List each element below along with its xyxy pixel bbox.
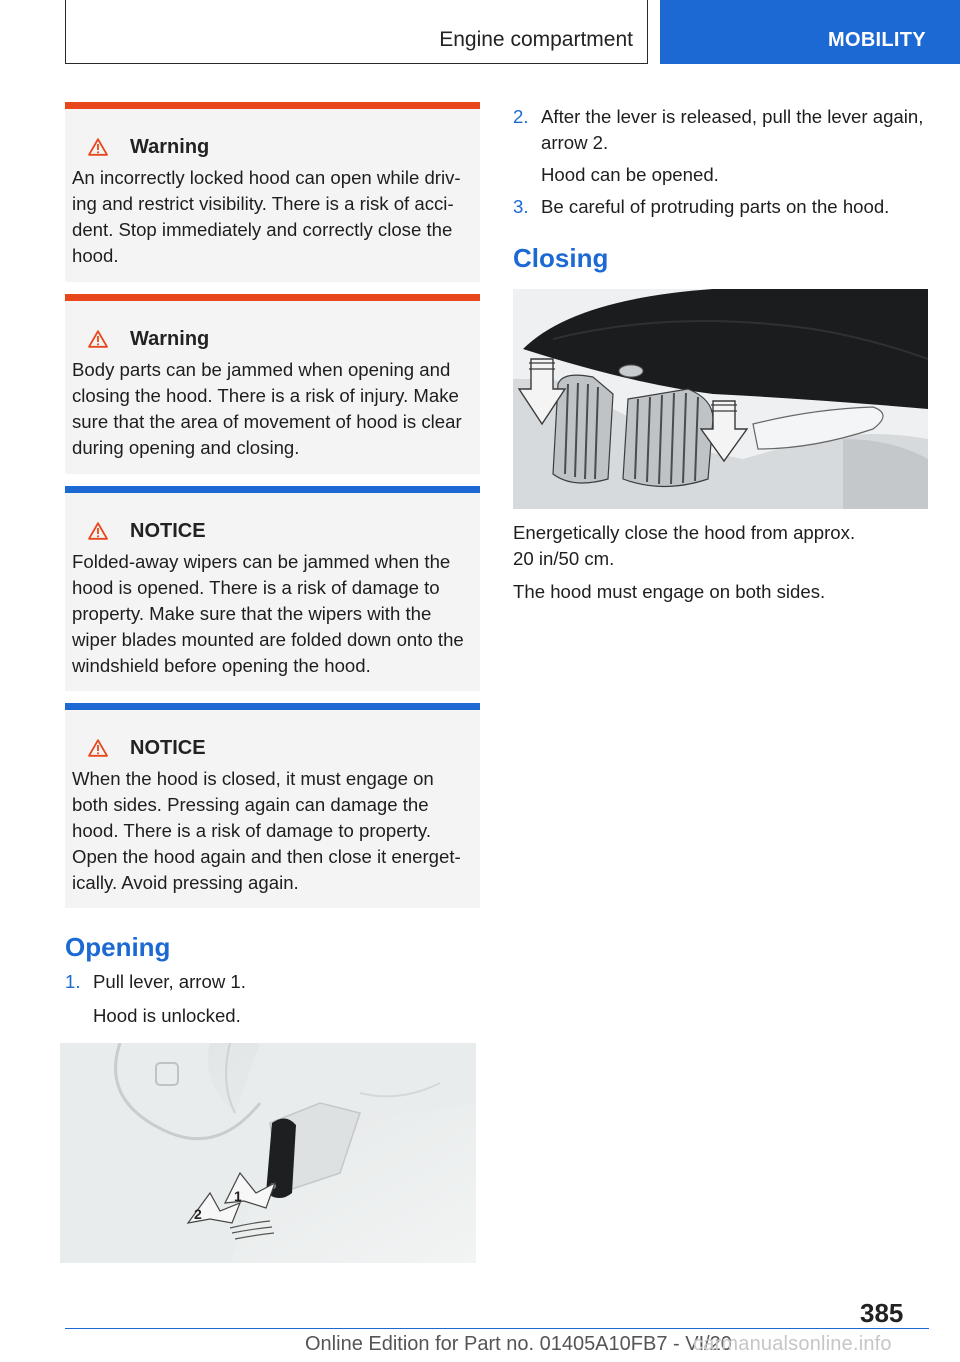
step-text: After the lever is released, pull the lever again, arrow 2. bbox=[541, 106, 924, 153]
warning-box-hood-locking bbox=[65, 102, 480, 282]
step-result: Hood is unlocked. bbox=[93, 1005, 241, 1026]
watermark: carmanualsonline.info bbox=[693, 1333, 892, 1355]
closing-instruction bbox=[513, 520, 933, 605]
opening-step-1 bbox=[65, 969, 485, 1029]
step-number: 1. bbox=[65, 971, 81, 992]
hood-release-lever-image bbox=[60, 1043, 476, 1263]
closing-heading: Closing bbox=[513, 243, 609, 273]
footer-divider bbox=[65, 1328, 929, 1329]
box-text: Body parts can be jammed when opening and closing the hood. There is a risk of injury. Make sure that the area of movement of hood is clear during opening and closing. bbox=[72, 359, 462, 458]
closing-text-2: The hood must engage on both sides. bbox=[513, 581, 826, 602]
step-text: Be careful of protruding parts on the hood. bbox=[541, 196, 890, 217]
step-result: Hood can be opened. bbox=[541, 164, 719, 185]
box-title: Warning bbox=[130, 135, 210, 158]
warning-triangle-icon bbox=[88, 522, 108, 540]
step-number: 2. bbox=[513, 106, 529, 127]
hood-closing-image bbox=[513, 289, 928, 509]
notice-box-wipers bbox=[65, 486, 480, 691]
warning-triangle-icon bbox=[88, 739, 108, 757]
step-text: Pull lever, arrow 1. bbox=[93, 971, 246, 992]
header-section-tab bbox=[65, 0, 648, 64]
opening-heading: Opening bbox=[65, 932, 171, 962]
chapter-title: MOBILITY bbox=[828, 29, 926, 51]
warning-triangle-icon bbox=[88, 330, 108, 348]
box-title: Warning bbox=[130, 327, 210, 350]
box-text: Folded-away wipers can be jammed when the hood is opened. There is a risk of damage to property. Make sure that the wipers with the wiper blades mounted are folded down onto the windshield before opening the hood. bbox=[72, 551, 464, 676]
box-text: An incorrectly locked hood can open while driving and restrict visibility. There is a risk of accident. Stop immediately and correctly close the hood. bbox=[72, 167, 461, 266]
closing-text-1: Energetically close the hood from approx. 20 in/50 cm. bbox=[513, 522, 856, 569]
opening-step-2 bbox=[513, 104, 933, 194]
page-number: 385 bbox=[860, 1298, 904, 1328]
warning-triangle-icon bbox=[88, 138, 108, 156]
box-text: When the hood is closed, it must engage on both sides. Pressing again can damage the hood. There is a risk of damage to property. Open the hood again and then close it energetically. Avoid pressing again. bbox=[72, 768, 461, 893]
notice-box-hood-pressing bbox=[65, 703, 480, 908]
warning-box-body-parts bbox=[65, 294, 480, 474]
box-title: NOTICE bbox=[130, 519, 206, 542]
header-chapter-tab bbox=[660, 0, 960, 64]
opening-step-3 bbox=[513, 194, 933, 224]
box-title: NOTICE bbox=[130, 736, 206, 759]
arrow-1-label: 1 bbox=[234, 1188, 242, 1204]
footer-edition: Online Edition for Part no. 01405A10FB7 - VI/20 bbox=[305, 1333, 732, 1355]
section-title: Engine compartment bbox=[439, 28, 633, 51]
step-number: 3. bbox=[513, 196, 529, 217]
arrow-2-label: 2 bbox=[194, 1206, 202, 1222]
